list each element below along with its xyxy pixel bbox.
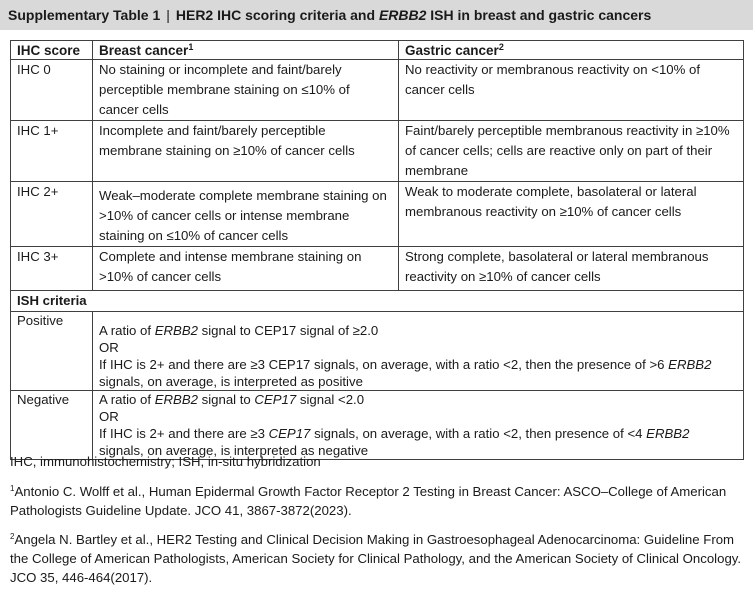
text: A ratio of <box>99 323 155 338</box>
header-breast-cancer <box>93 41 399 60</box>
caption-text-before: HER2 IHC scoring criteria and <box>175 7 379 23</box>
table-row <box>11 60 744 121</box>
gene-italic: ERBB2 <box>668 357 712 372</box>
gene-italic: ERBB2 <box>646 426 690 441</box>
gene-italic: ERBB2 <box>154 392 198 407</box>
caption-label: Supplementary Table 1 <box>8 7 161 23</box>
row-ihc0-score: IHC 0 <box>11 60 93 121</box>
reference-2-mark: 2 <box>10 532 15 541</box>
gene-italic: ERBB2 <box>154 323 198 338</box>
row-ihc3-gastric: Strong complete, basolateral or lateral membranous reactivity on ≥10% of cancer cells <box>399 247 744 291</box>
row-ihc1-breast: Incomplete and faint/barely perceptible membrane staining on ≥10% of cancer cells <box>93 121 399 182</box>
text: signal <2.0 <box>296 392 365 407</box>
ish-positive-criteria <box>93 312 744 391</box>
row-ihc0-breast: No staining or incomplete and faint/barely perceptible membrane staining on ≤10% of cancer cells <box>93 60 399 121</box>
header-breast-ref: 1 <box>188 42 194 52</box>
row-ihc3-score: IHC 3+ <box>11 247 93 291</box>
text: A ratio of <box>99 392 155 407</box>
text: signals, on average, with a ratio <2, then presence of <4 <box>310 426 647 441</box>
ish-positive-line3 <box>99 356 737 390</box>
ish-negative-row <box>11 391 744 460</box>
table-header-row <box>11 41 744 60</box>
text: signals, on average, is interpreted as negative <box>99 443 369 458</box>
caption-separator: | <box>166 7 170 23</box>
header-gastric-cancer <box>399 41 744 60</box>
ish-negative-criteria <box>93 391 744 460</box>
gene-italic: CEP17 <box>254 392 297 407</box>
row-ihc1-gastric: Faint/barely perceptible membranous reactivity in ≥10% of cancer cells; cells are reactive only on part of their membrane <box>399 121 744 182</box>
caption-text-after: ISH in breast and gastric cancers <box>426 7 652 23</box>
ish-positive-row <box>11 312 744 391</box>
reference-2-text: Angela N. Bartley et al., HER2 Testing and Clinical Decision Making in Gastroesophageal Adenocarcinoma: Guideline From the College of American Pathologists, American Society for Clinical Pathology, and the American Society of Clinical Oncology. JCO 35, 446-464(2017). <box>10 532 742 585</box>
abbreviations-footnote: IHC, immunohistochemistry; ISH, in-situ hybridization <box>10 454 321 469</box>
reference-1-text: Antonio C. Wolff et al., Human Epidermal Growth Factor Receptor 2 Testing in Breast Cancer: ASCO–College of American Pathologists Guideline Update. JCO 41, 3867-3872(2023). <box>10 484 727 518</box>
header-ihc-score: IHC score <box>11 41 93 60</box>
ish-positive-label: Positive <box>11 312 93 391</box>
ish-positive-or: OR <box>99 340 119 355</box>
row-ihc2-score: IHC 2+ <box>11 182 93 247</box>
ish-negative-label: Negative <box>11 391 93 460</box>
reference-1-mark: 1 <box>10 484 15 493</box>
ish-negative-line1 <box>99 391 737 408</box>
reference-1 <box>10 482 744 520</box>
text: signal to CEP17 signal of ≥2.0 <box>197 323 379 338</box>
table-row <box>11 182 744 247</box>
text: signal to <box>197 392 255 407</box>
text: signals, on average, is interpreted as positive <box>99 374 363 389</box>
her2-scoring-table <box>10 40 744 460</box>
header-breast-label: Breast cancer <box>99 43 189 58</box>
ish-heading: ISH criteria <box>11 291 744 312</box>
row-ihc1-score: IHC 1+ <box>11 121 93 182</box>
row-ihc3-breast: Complete and intense membrane staining on >10% of cancer cells <box>93 247 399 291</box>
header-gastric-ref: 2 <box>498 42 504 52</box>
caption-gene-italic: ERBB2 <box>378 7 427 23</box>
table-row <box>11 247 744 291</box>
ish-negative-or: OR <box>99 409 119 424</box>
text: If IHC is 2+ and there are ≥3 <box>99 426 269 441</box>
ish-heading-row <box>11 291 744 312</box>
text: If IHC is 2+ and there are ≥3 CEP17 signals, on average, with a ratio <2, then the presence of >6 <box>99 357 669 372</box>
ish-positive-line1 <box>99 322 737 339</box>
table-row <box>11 121 744 182</box>
row-ihc2-breast: Weak–moderate complete membrane staining on >10% of cancer cells or intense membrane staining on ≤10% of cancer cells <box>93 182 399 247</box>
table-caption <box>0 0 753 30</box>
row-ihc2-gastric: Weak to moderate complete, basolateral or lateral membranous reactivity on ≥10% of cancer cells <box>399 182 744 247</box>
reference-2 <box>10 530 744 587</box>
gene-italic: CEP17 <box>268 426 311 441</box>
row-ihc0-gastric: No reactivity or membranous reactivity on <10% of cancer cells <box>399 60 744 121</box>
header-gastric-label: Gastric cancer <box>405 43 499 58</box>
